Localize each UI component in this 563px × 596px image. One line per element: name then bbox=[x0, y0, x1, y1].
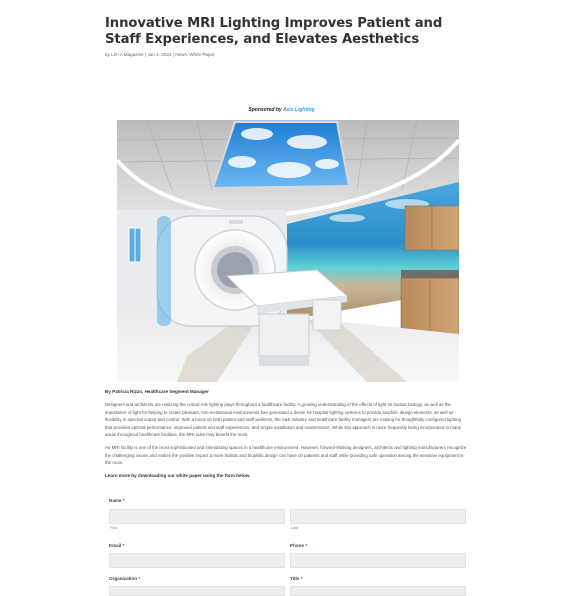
last-sublabel: Last bbox=[291, 526, 299, 530]
name-label bbox=[109, 498, 125, 503]
meta-separator: | bbox=[144, 52, 147, 57]
email-label-text: Email bbox=[109, 543, 122, 548]
phone-input[interactable] bbox=[290, 553, 466, 568]
required-mark: * bbox=[305, 543, 308, 548]
cta-text: Learn more by downloading our white paper using the form below. bbox=[105, 473, 251, 478]
intro-paragraph: Designers and architects are realizing the critical role lighting plays throughout a healthcare facility. A growing understanding of the effects of light on human biology, as well as the importance of light for helping to create pleasant, non-institutional environments has generated a desire for hospital lighting systems to provide biophilic design elements, as well as flexibility in spectral output and control. With a focus on both patient and staff wellness, the A&E industry and healthcare facility managers are looking for thoughtfully configured lighting that provides optimal performance, improved patient and staff experiences, and simple installation and maintenance. While this approach is more frequently being incorporated in many areas throughout healthcare facilities, the MRI suite may benefit the most. bbox=[105, 402, 462, 438]
author-link[interactable]: LD+A Magazine bbox=[111, 52, 144, 57]
sponsor-link[interactable]: Axis Lighting bbox=[282, 107, 315, 113]
organization-label-text: Organization bbox=[109, 576, 138, 581]
meta-by-prefix: by bbox=[105, 52, 110, 57]
post-date: Jun 2, 2023 bbox=[147, 52, 172, 57]
sponsor-line bbox=[0, 107, 563, 113]
last-name-input[interactable] bbox=[290, 509, 466, 524]
category-link-white-paper[interactable]: White Paper bbox=[189, 52, 215, 57]
required-mark: * bbox=[300, 576, 303, 581]
post-meta bbox=[105, 52, 215, 57]
required-mark: * bbox=[138, 576, 141, 581]
sponsor-prefix: Sponsored by bbox=[248, 107, 282, 113]
required-mark: * bbox=[122, 498, 125, 503]
required-mark: * bbox=[122, 543, 125, 548]
meta-comma: , bbox=[186, 52, 189, 57]
organization-input[interactable] bbox=[109, 586, 285, 596]
category-link-news[interactable]: News bbox=[175, 52, 187, 57]
mri-room-illustration bbox=[117, 120, 459, 382]
phone-label-text: Phone bbox=[290, 543, 305, 548]
name-label-text: Name bbox=[109, 498, 122, 503]
first-sublabel: First bbox=[110, 526, 118, 530]
mri-paragraph: An MRI facility is one of the most sophisticated and intimidating spaces in a healthcare environment. However, forward-thinking designers, architects and lighting manufacturers recognize the challenging issues and realize the positive impact a more holistic and biophilic design can have on patients and staff while providing safe operation among the sensitive equipment in the room. bbox=[105, 445, 467, 466]
title-label-text: Title bbox=[290, 576, 300, 581]
author-byline: By Patricia Rizzo, Healthcare Segment Manager bbox=[105, 389, 209, 394]
first-name-input[interactable] bbox=[109, 509, 285, 524]
organization-label bbox=[109, 576, 140, 581]
job-title-input[interactable] bbox=[290, 586, 466, 596]
email-label bbox=[109, 543, 124, 548]
title-label bbox=[290, 576, 302, 581]
mri-room-image bbox=[117, 120, 459, 382]
meta-separator: | bbox=[172, 52, 174, 57]
article-title: Innovative MRI Lighting Improves Patient and Staff Experiences, and Elevates Aesthetics bbox=[105, 16, 443, 47]
phone-label bbox=[290, 543, 307, 548]
email-input[interactable] bbox=[109, 553, 285, 568]
